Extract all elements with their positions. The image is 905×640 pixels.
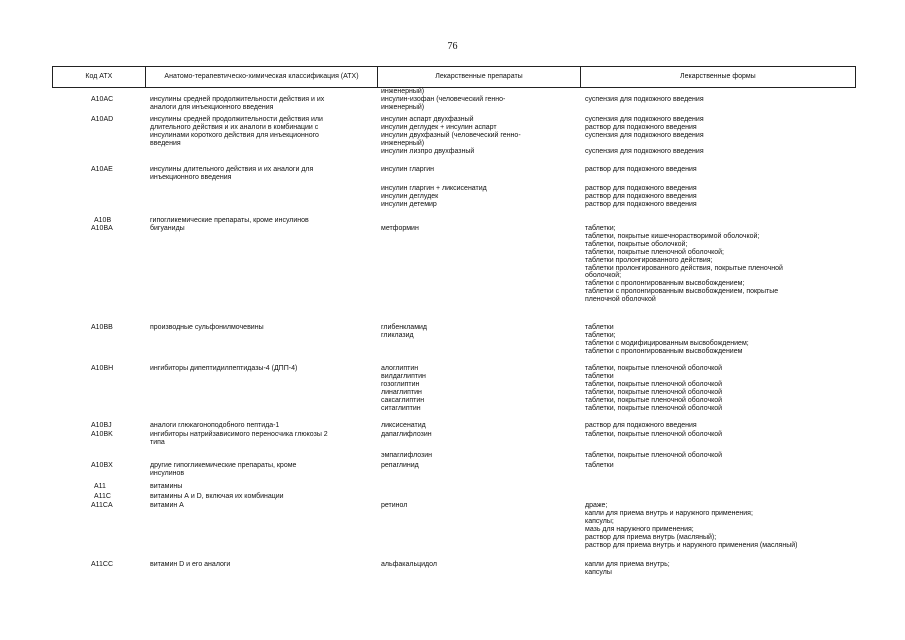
drug-cell-line: инсулин гларгин + ликсисенатид [381,185,487,192]
dosage-form-cell-line: таблетки, покрытые кишечнорастворимой оболочкой; [585,232,760,240]
dosage-form-cell-line: капли для приема внутрь и наружного применения; [585,509,753,517]
classification-cell [150,502,184,510]
dosage-form-cell-line: суспензия для подкожного введения [585,131,704,139]
drug-cell-line: инсулин лизпро двухфазный [381,147,475,155]
drug-cell-line: глибенкламид [381,324,428,331]
dosage-form-cell-line: суспензия для подкожного введения [585,96,704,103]
classification-cell [150,462,296,478]
drug-cell-line: инсулин аспарт двухфазный [381,116,474,123]
classification-cell [150,166,313,182]
dosage-form-cell [585,185,697,209]
atc-code: A10B [94,217,112,224]
dosage-form-cell-line [585,140,704,148]
dosage-form-cell-line: таблетки с пролонгированным высвобождением, покрытые [585,288,779,296]
classification-cell [150,217,309,225]
dosage-form-cell-line: таблетки [585,372,614,380]
classification-cell-line: инсулины длительного действия и их аналоги для [150,166,314,173]
dosage-form-cell-line: раствор для приема внутрь (масляный); [585,533,717,541]
drug-cell [381,365,426,412]
header-code: Код АТХ [53,67,146,87]
atc-code: A10BJ [91,422,112,429]
dosage-form-cell [585,452,722,460]
classification-cell-line: витамин А [150,502,184,509]
classification-cell [150,225,185,233]
dosage-form-cell-line: суспензия для подкожного введения [585,116,704,123]
atc-code: A11C [94,493,111,500]
atc-code: A10BA [91,225,113,232]
classification-cell [150,324,264,332]
classification-cell-line: инсулинами короткого действия для инъекционного [150,131,319,139]
classification-cell-line: бигуаниды [150,225,185,232]
dosage-form-cell [585,561,670,577]
dosage-form-cell-line: таблетки с модифицированным высвобождением; [585,339,749,347]
classification-cell-line: производные сульфонилмочевины [150,324,264,331]
dosage-form-cell [585,502,798,549]
classification-cell [150,96,324,112]
classification-cell-line: инъекционного введения [150,173,232,181]
atc-code: A10BB [91,324,113,331]
drug-cell [381,452,432,460]
dosage-form-cell-line: таблетки [585,462,614,469]
drug-cell-line: инженерный) [381,88,425,95]
dosage-form-cell [585,462,614,470]
dosage-form-cell-line: таблетки, покрытые пленочной оболочкой [585,380,723,388]
classification-cell [150,561,230,569]
dosage-form-cell-line: таблетки, покрытые пленочной оболочкой; [585,248,724,256]
drug-cell [381,431,432,439]
classification-cell-line: другие гипогликемические препараты, кроме [150,462,297,469]
classification-cell [150,365,297,373]
dosage-form-cell-line: капсулы [585,568,612,576]
classification-cell-line: длительного действия и их аналоги в комбинации с [150,123,319,131]
drug-cell-line: линаглиптин [381,388,422,396]
header-forms: Лекарственные формы [680,73,756,80]
dosage-form-cell [585,324,749,356]
atc-code: A10BX [91,462,113,469]
drug-cell-line: альфакальцидол [381,561,437,568]
dosage-form-cell [585,431,722,439]
drug-cell-line: инсулин-изофан (человеческий генно- [381,96,506,103]
classification-cell [150,422,279,430]
classification-cell-line: инсулинов [150,469,185,477]
dosage-form-cell-line: таблетки пролонгированного действия; [585,256,713,264]
dosage-form-cell-line: таблетки, покрытые пленочной оболочкой [585,431,723,438]
classification-cell-line: типа [150,438,165,446]
dosage-form-cell [585,365,722,412]
drug-cell [381,96,505,112]
dosage-form-cell-line: таблетки; [585,225,616,232]
drug-cell [381,88,424,96]
drug-cell-line: эмпаглифлозин [381,452,433,459]
dosage-form-cell-line: пленочной оболочкой [585,296,656,304]
dosage-form-cell-line: раствор для подкожного введения [585,123,697,131]
dosage-form-cell-line: таблетки [585,324,614,331]
drug-cell-line: инженерный) [381,103,425,111]
classification-cell-line: ингибиторы натрийзависимого переносчика глюкозы 2 [150,431,328,438]
dosage-form-cell-line: суспензия для подкожного введения [585,147,704,155]
drug-cell-line: гозоглиптин [381,380,420,388]
classification-cell-line: гипогликемические препараты, кроме инсулинов [150,217,309,224]
drug-cell-line: репаглинид [381,462,419,469]
header-drugs: Лекарственные препараты [378,67,581,87]
classification-cell [150,493,284,501]
drug-cell-line: инсулин гларгин [381,166,435,173]
dosage-form-cell-line: таблетки, покрытые пленочной оболочкой [585,365,723,372]
atc-code: A11CC [91,561,114,568]
dosage-form-cell-line: раствор для подкожного введения [585,422,697,429]
dosage-form-cell-line: мазь для наружного применения; [585,525,694,533]
classification-cell-line: витамины [150,483,183,490]
page-number: 76 [447,41,458,52]
drug-cell-line: метформин [381,225,419,232]
drug-cell [381,324,427,340]
classification-cell-line: аналоги глюкагоноподобного пептида-1 [150,422,280,429]
dosage-form-cell-line: таблетки, покрытые оболочкой; [585,240,688,248]
classification-cell-line: аналоги для инъекционного введения [150,103,274,111]
atc-code: A10BK [91,431,113,438]
classification-cell [150,483,182,491]
atc-code: A10BH [91,365,114,372]
dosage-form-cell-line: капсулы; [585,517,614,525]
drug-cell-line: инсулин деглудек [381,192,439,200]
drug-cell-line: гликлазид [381,331,414,339]
header-classification: Анатомо-терапевтическо-химическая классификация (АТХ) [146,67,378,87]
drug-cell [381,185,487,209]
drug-cell-line: алоглиптин [381,365,419,372]
dosage-form-cell [585,422,697,430]
dosage-form-cell [585,166,697,174]
dosage-form-cell-line: драже; [585,502,608,509]
dosage-form-cell-line: таблетки, покрытые пленочной оболочкой [585,404,723,412]
drug-cell [381,462,419,470]
atc-code: A10AD [91,116,114,123]
atc-code: A10AC [91,96,114,103]
drug-cell [381,116,521,156]
dosage-form-cell-line: таблетки; [585,331,616,339]
atc-code: A11 [94,483,106,490]
dosage-form-cell [585,225,783,304]
classification-cell [150,431,328,447]
classification-cell-line: ингибиторы дипептидилпептидазы-4 (ДПП-4) [150,365,298,372]
drug-cell [381,561,437,569]
drug-cell [381,225,419,233]
drug-cell-line: инсулин деглудек + инсулин аспарт [381,123,497,131]
dosage-form-cell-line: таблетки с пролонгированным высвобождением [585,347,743,355]
dosage-form-cell-line: раствор для подкожного введения [585,192,697,200]
dosage-form-cell-line: оболочкой; [585,272,622,280]
classification-cell-line: введения [150,139,181,147]
dosage-form-cell-line: раствор для приема внутрь и наружного применения (масляный) [585,541,798,549]
dosage-form-cell-line: таблетки, покрытые пленочной оболочкой [585,388,723,396]
atc-code: A11CA [91,502,113,509]
drug-cell-line: ретинол [381,502,408,509]
drug-cell [381,422,426,430]
drug-cell [381,166,434,174]
dosage-form-cell-line: таблетки, покрытые пленочной оболочкой [585,396,723,404]
dosage-form-cell-line: таблетки, покрытые пленочной оболочкой [585,452,723,459]
classification-cell [150,116,323,148]
drug-cell-line: ситаглиптин [381,404,421,412]
drug-cell-line: саксаглиптин [381,396,425,404]
drug-cell-line: инсулин детемир [381,200,437,208]
classification-cell-line: инсулины средней продолжительности действия и их [150,96,325,103]
dosage-form-cell-line: раствор для подкожного введения [585,185,697,192]
dosage-form-cell-line: капли для приема внутрь; [585,561,670,568]
dosage-form-cell-line: раствор для подкожного введения [585,166,697,173]
drug-cell-line: инсулин двухфазный (человеческий генно- [381,131,521,139]
drug-cell-line: инженерный) [381,139,425,147]
drug-cell-line: дапаглифлозин [381,431,432,438]
dosage-form-cell-line: таблетки с пролонгированным высвобождением; [585,280,745,288]
classification-cell-line: витамин D и его аналоги [150,561,231,568]
classification-cell-line: инсулины средней продолжительности действия или [150,116,323,123]
dosage-form-cell-line: таблетки пролонгированного действия, покрытые пленочной [585,264,783,272]
dosage-form-cell-line: раствор для подкожного введения [585,200,697,208]
atc-code: A10AE [91,166,113,173]
drug-cell-line: ликсисенатид [381,422,426,429]
dosage-form-cell [585,116,704,156]
classification-cell-line: витамины А и D, включая их комбинации [150,493,284,500]
drug-cell [381,502,407,510]
drug-cell-line: вилдаглиптин [381,372,426,380]
dosage-form-cell [585,96,704,104]
